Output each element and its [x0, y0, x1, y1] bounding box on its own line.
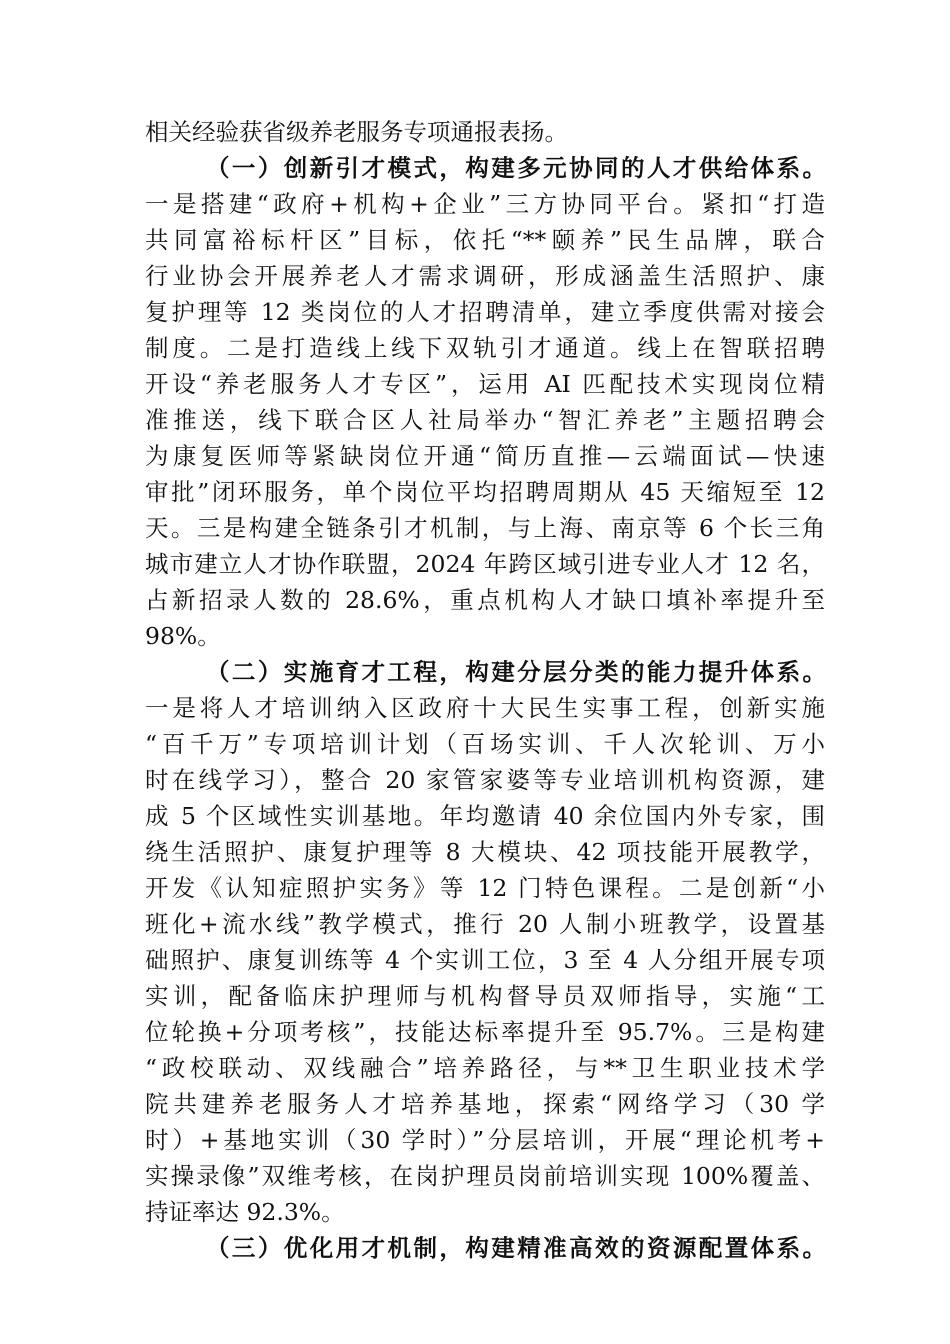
text-line: 位轮换+分项考核”，技能达标率提升至 95.7%。三是构建: [145, 1018, 825, 1046]
text-line: 制度。二是打造线上线下双轨引才通道。线上在智联招聘: [145, 334, 825, 362]
text-line: 占新招录人数的 28.6%，重点机构人才缺口填补率提升至: [145, 586, 825, 614]
text-line: 班化+流水线”教学模式，推行 20 人制小班教学，设置基: [145, 910, 825, 938]
text-line: 实训，配备临床护理师与机构督导员双师指导，实施“工: [145, 982, 825, 1010]
text-line: “百千万”专项培训计划（百场实训、千人次轮训、万小: [145, 730, 825, 758]
section-heading: （一）创新引才模式，构建多元协同的人才供给体系。: [206, 154, 826, 182]
section-heading: （三）优化用才机制，构建精准高效的资源配置体系。: [206, 1234, 826, 1262]
text-line: 天。三是构建全链条引才机制，与上海、南京等 6 个长三角: [145, 514, 825, 542]
text-line: 一是搭建“政府+机构+企业”三方协同平台。紧扣“打造: [145, 190, 825, 218]
text-line: 准推送，线下联合区人社局举办“智汇养老”主题招聘会: [145, 406, 825, 434]
text-line: 复护理等 12 类岗位的人才招聘清单，建立季度供需对接会: [145, 298, 825, 326]
text-line: 实操录像”双维考核，在岗护理员岗前培训实现 100%覆盖、: [145, 1162, 825, 1190]
text-line: 为康复医师等紧缺岗位开通“简历直推—云端面试—快速: [145, 442, 825, 470]
text-line: 院共建养老服务人才培养基地，探索“网络学习（30 学: [145, 1090, 825, 1118]
text-line: 开设“养老服务人才专区”，运用 AI 匹配技术实现岗位精: [145, 370, 825, 398]
text-line: 时）+基地实训（30 学时）”分层培训，开展“理论机考+: [145, 1126, 825, 1154]
text-line: 行业协会开展养老人才需求调研，形成涵盖生活照护、康: [145, 262, 825, 290]
text-line: 绕生活照护、康复护理等 8 大模块、42 项技能开展教学，: [145, 838, 825, 866]
text-line: 一是将人才培训纳入区政府十大民生实事工程，创新实施: [145, 694, 825, 722]
text-line: 98%。: [145, 622, 221, 650]
text-line: 城市建立人才协作联盟，2024 年跨区域引进专业人才 12 名，: [145, 550, 825, 578]
text-line: 共同富裕标杆区”目标，依托“**颐养”民生品牌，联合: [145, 226, 825, 254]
text-line: 审批”闭环服务，单个岗位平均招聘周期从 45 天缩短至 12: [145, 478, 825, 506]
text-line: “政校联动、双线融合”培养路径，与**卫生职业技术学: [145, 1054, 825, 1082]
text-line: 相关经验获省级养老服务专项通报表扬。: [145, 118, 568, 146]
text-line: 成 5 个区域性实训基地。年均邀请 40 余位国内外专家，围: [145, 802, 825, 830]
text-line: 时在线学习），整合 20 家管家婆等专业培训机构资源，建: [145, 766, 825, 794]
text-line: 持证率达 92.3%。: [145, 1198, 345, 1226]
section-heading: （二）实施育才工程，构建分层分类的能力提升体系。: [206, 658, 826, 686]
text-line: 础照护、康复训练等 4 个实训工位，3 至 4 人分组开展专项: [145, 946, 825, 974]
text-line: 开发《认知症照护实务》等 12 门特色课程。二是创新“小: [145, 874, 825, 902]
